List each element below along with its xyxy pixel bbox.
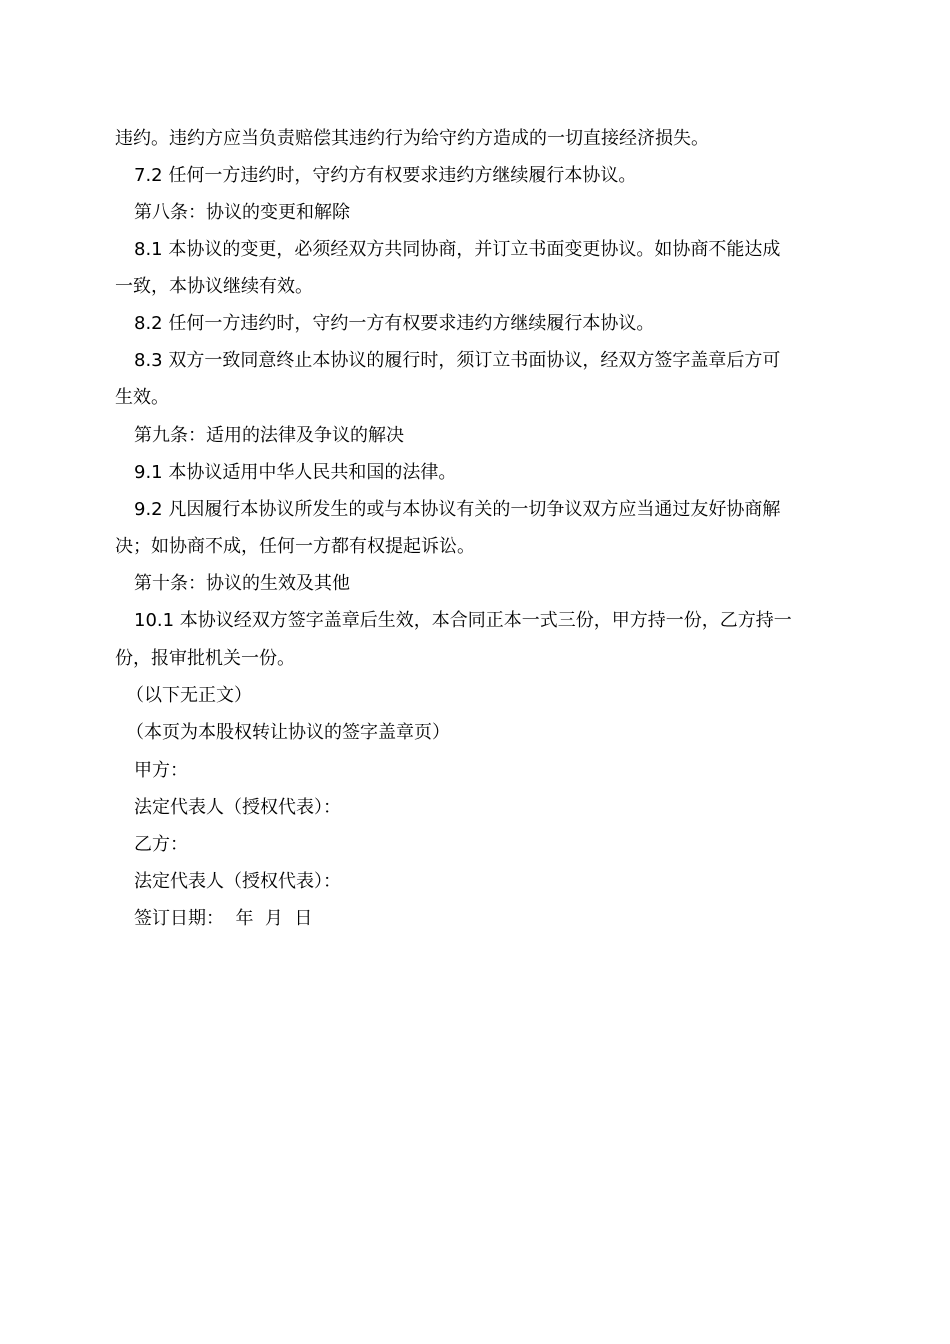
text-line: 份，报审批机关一份。 bbox=[115, 648, 295, 669]
no-more-text-note: （以下无正文） bbox=[126, 685, 252, 706]
clause-9-2: 9.2 凡因履行本协议所发生的或与本协议有关的一切争议双方应当通过友好协商解 bbox=[134, 499, 781, 520]
article-10-heading: 第十条：协议的生效及其他 bbox=[134, 573, 350, 594]
article-9-heading: 第九条：适用的法律及争议的解决 bbox=[134, 425, 404, 446]
article-8-heading: 第八条：协议的变更和解除 bbox=[134, 202, 350, 223]
clause-8-1: 8.1 本协议的变更，必须经双方共同协商，并订立书面变更协议。如协商不能达成 bbox=[134, 239, 781, 260]
text-line: 生效。 bbox=[115, 387, 169, 408]
clause-9-1: 9.1 本协议适用中华人民共和国的法律。 bbox=[134, 462, 457, 483]
signature-page-note: （本页为本股权转让协议的签字盖章页） bbox=[126, 722, 450, 743]
party-a-label: 甲方： bbox=[134, 760, 188, 781]
text-line: 一致，本协议继续有效。 bbox=[115, 276, 313, 297]
clause-10-1: 10.1 本协议经双方签字盖章后生效，本合同正本一式三份，甲方持一份，乙方持一 bbox=[134, 610, 792, 631]
party-a-representative-label: 法定代表人（授权代表）： bbox=[134, 797, 341, 818]
signing-date-label: 签订日期： 年 月 日 bbox=[134, 908, 313, 929]
clause-8-3: 8.3 双方一致同意终止本协议的履行时，须订立书面协议，经双方签字盖章后方可 bbox=[134, 350, 781, 371]
party-b-label: 乙方： bbox=[134, 834, 188, 855]
text-line: 违约。违约方应当负责赔偿其违约行为给守约方造成的一切直接经济损失。 bbox=[115, 128, 709, 149]
party-b-representative-label: 法定代表人（授权代表）： bbox=[134, 871, 341, 892]
clause-8-2: 8.2 任何一方违约时，守约一方有权要求违约方继续履行本协议。 bbox=[134, 313, 655, 334]
text-line: 决；如协商不成，任何一方都有权提起诉讼。 bbox=[115, 536, 475, 557]
clause-7-2: 7.2 任何一方违约时，守约方有权要求违约方继续履行本协议。 bbox=[134, 165, 637, 186]
